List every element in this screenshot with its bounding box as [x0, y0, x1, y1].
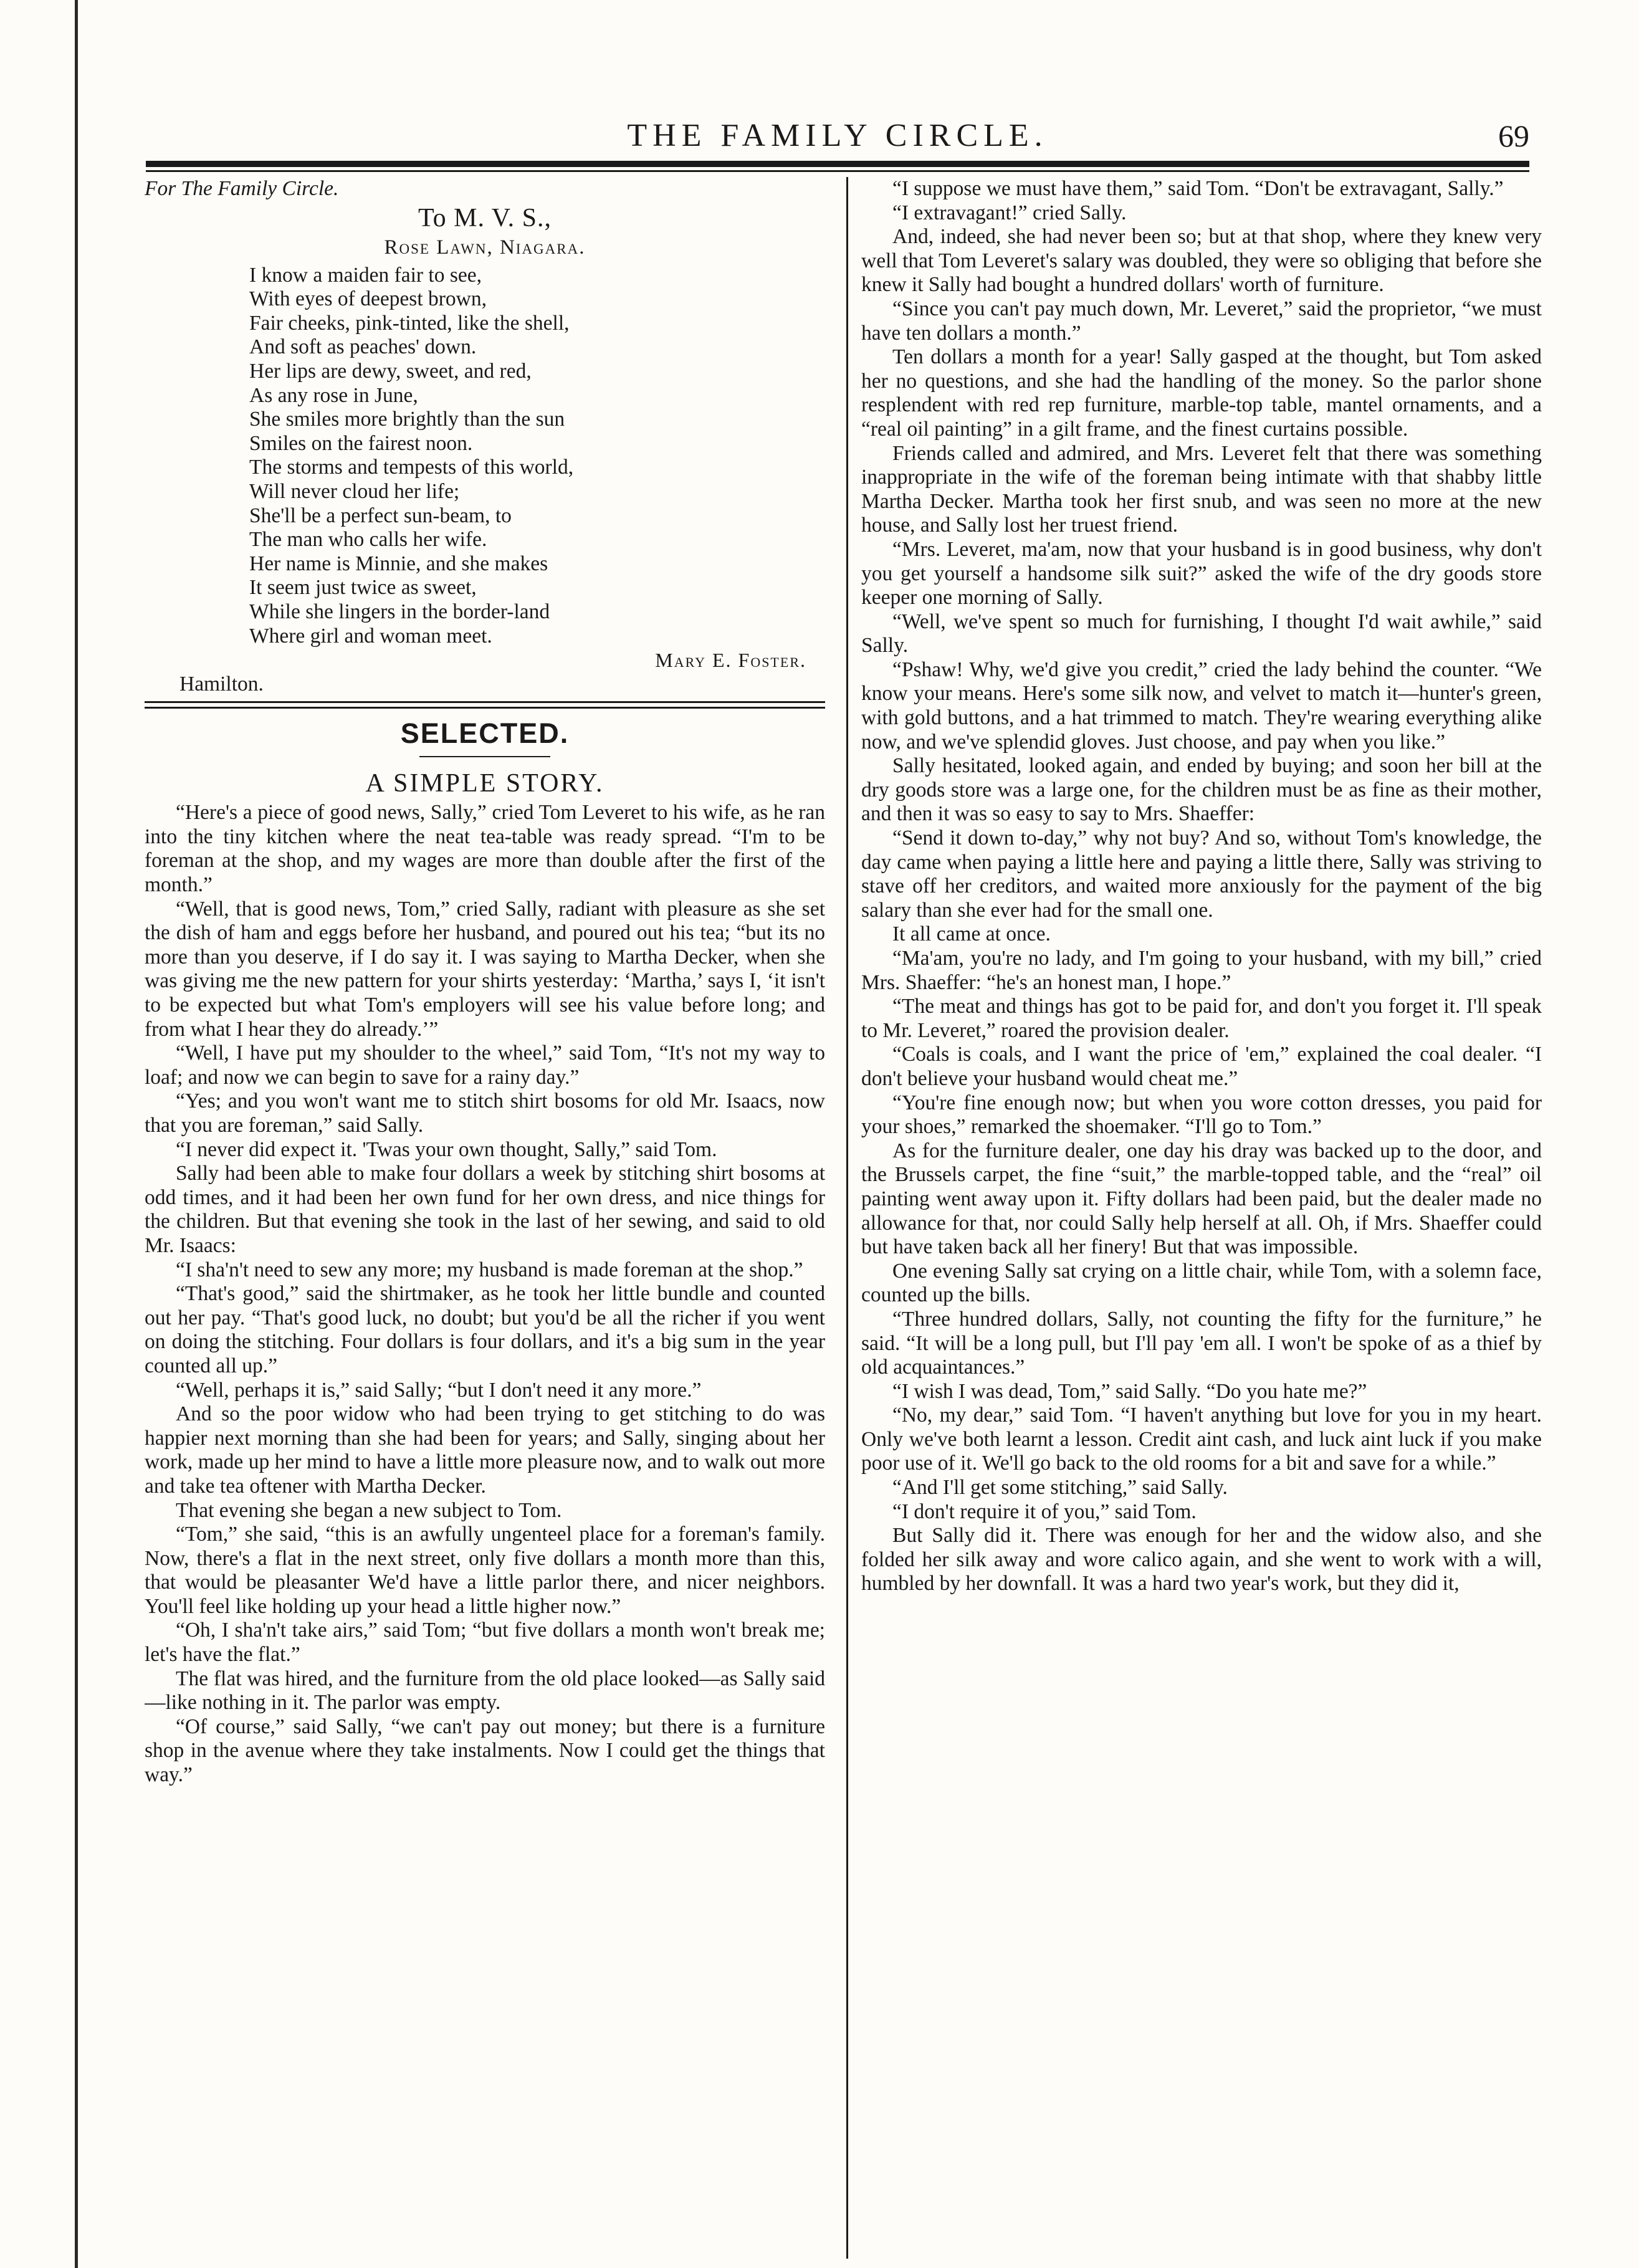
poem-line: She smiles more brightly than the sun	[249, 408, 565, 431]
paragraph: “Well, I have put my shoulder to the wheel,” said Tom, “It's not my way to loaf; and now we can begin to save for a rainy day.”	[145, 1041, 825, 1089]
paragraph: But Sally did it. There was enough for her and the widow also, and she folded her silk away and wore calico again, and she went to work with a will, humbled by her downfall. It was a hard two year's work, but they did it,	[861, 1524, 1542, 1596]
heading-rule	[419, 756, 550, 757]
poem-location: Hamilton.	[179, 672, 264, 696]
poem-line: Her lips are dewy, sweet, and red,	[249, 359, 532, 383]
left-column	[145, 177, 825, 2262]
paragraph: “I sha'n't need to sew any more; my husband is made foreman at the shop.”	[176, 1258, 803, 1281]
poem-body	[249, 264, 825, 649]
right-story-body	[861, 177, 1542, 1596]
poem-line: It seem just twice as sweet,	[249, 576, 477, 600]
poem-line: And soft as peaches' down.	[249, 335, 477, 359]
paragraph: It all came at once.	[892, 922, 1051, 946]
right-column	[861, 177, 1542, 2262]
poem-line: Fair cheeks, pink-tinted, like the shell,	[249, 311, 570, 335]
poem-place: Rose Lawn, Niagara.	[384, 236, 586, 259]
poem-line: Will never cloud her life;	[249, 479, 460, 503]
poem-line: With eyes of deepest brown,	[249, 287, 487, 311]
paragraph: “Well, perhaps it is,” said Sally; “but I don't need it any more.”	[176, 1378, 702, 1402]
paragraph: As for the furniture dealer, one day his dray was backed up to the door, and the Brussels carpet, the fine “suit,” the marble-topped table, and the “real” oil painting went away upon it. Fifty dollars had been paid, but the dealer made no allowance for that, nor could Sally help herself at all. Oh, if Mrs. Shaeffer could but have taken back all her finery! But that was impossible.	[861, 1139, 1542, 1259]
paragraph: “No, my dear,” said Tom. “I haven't anything but love for you in my heart. Only we've both learnt a lesson. Credit aint cash, and luck aint luck if you make poor use of it. We'll go back to the old rooms for a bit and save for a while.”	[861, 1404, 1542, 1475]
paragraph: “Tom,” she said, “this is an awfully ungenteel place for a foreman's family. Now, there's a flat in the next street, only five dollars a month more than this, that would be pleasanter We'd have a little parlor there, and nicer neighbors. You'll feel like holding up your head a little higher now.”	[145, 1523, 825, 1618]
paragraph: Sally hesitated, looked again, and ended by buying; and soon her bill at the dry goods store was a large one, for the children must be as fine as their mother, and then it was so easy to say to Mrs. Shaeffer:	[861, 754, 1542, 826]
paragraph: One evening Sally sat crying on a little chair, while Tom, with a solemn face, counted up the bills.	[861, 1259, 1542, 1307]
poem-line: She'll be a perfect sun-beam, to	[249, 504, 512, 527]
paragraph: “Well, that is good news, Tom,” cried Sally, radiant with pleasure as she set the dish of ham and eggs before her husband, and poured out his tea; “but its no more than you deserve, if I do say it. I was saying to Martha Decker, when she was giving me the new pattern for your shirts yesterday: ‘Martha,’ says I, ‘it isn't to be expected but what Tom's employers will see his value before long; and from what I hear they do already.’”	[145, 897, 825, 1041]
paragraph: Friends called and admired, and Mrs. Leveret felt that there was something inappropriate in the wife of the foreman being intimate with that shabby little Martha Decker. Martha took her first snub, and was seen no more at the new house, and Sally lost her truest friend.	[861, 441, 1542, 537]
poem-line: Smiles on the fairest noon.	[249, 431, 473, 455]
poem-line: I know a maiden fair to see,	[249, 263, 482, 287]
paragraph: “Of course,” said Sally, “we can't pay out money; but there is a furniture shop in the avenue where they take instalments. Now I could get the things that way.”	[145, 1715, 825, 1787]
paragraph: “And I'll get some stitching,” said Sally.	[892, 1476, 1228, 1500]
paragraph: The flat was hired, and the furniture from the old place looked—as Sally said—like nothing in it. The parlor was empty.	[145, 1667, 825, 1715]
page-header	[146, 111, 1529, 161]
paragraph: “Here's a piece of good news, Sally,” cried Tom Leveret to his wife, as he ran into the tiny kitchen where the neat tea-table was ready spread. “I'm to be foreman at the shop, and my wages are more than double after the first of the month.”	[145, 801, 825, 897]
poem-line: While she lingers in the border-land	[249, 600, 550, 623]
paragraph: “Oh, I sha'n't take airs,” said Tom; “but five dollars a month won't break me; let's have the flat.”	[145, 1619, 825, 1667]
poem-author: Mary E. Foster.	[655, 649, 806, 672]
paragraph: “I wish I was dead, Tom,” said Sally. “Do you hate me?”	[892, 1379, 1367, 1403]
paragraph: “Send it down to-day,” why not buy? And so, without Tom's knowledge, the day came when paying a little here and paying a little there, Sally was striving to stave off her creditors, and waited more anxiously for the payment of the big salary than she ever had for the small one.	[861, 826, 1542, 922]
story-title: A SIMPLE STORY.	[365, 769, 604, 798]
paragraph: “Well, we've spent so much for furnishing, I thought I'd wait awhile,” said Sally.	[861, 610, 1542, 658]
section-heading: SELECTED.	[400, 717, 570, 750]
poem-line: The man who calls her wife.	[249, 528, 487, 552]
paragraph: “I never did expect it. 'Twas your own thought, Sally,” said Tom.	[176, 1137, 717, 1161]
paragraph: “Since you can't pay much down, Mr. Leveret,” said the proprietor, “we must have ten dollars a month.”	[861, 297, 1542, 345]
page-number: 69	[1498, 118, 1529, 153]
paragraph: That evening she began a new subject to Tom.	[176, 1498, 562, 1522]
left-story-body	[145, 801, 825, 1787]
poem-credit: For The Family Circle.	[145, 177, 339, 200]
paragraph: “Yes; and you won't want me to stitch shirt bosoms for old Mr. Isaacs, now that you are foreman,” said Sally.	[145, 1089, 825, 1137]
paragraph: “That's good,” said the shirtmaker, as he took her little bundle and counted out her pay. “That's good luck, no doubt; but you'd be all the richer if you went on doing the stitching. Four dollars is four dollars, and it's a big sum in the year counted all up.”	[145, 1282, 825, 1377]
column-divider	[846, 177, 848, 2259]
paragraph: And, indeed, she had never been so; but at that shop, where they knew very well that Tom Leveret's salary was doubled, they were so obliging that before she knew it Sally had bought a hundred dollars' worth of furniture.	[861, 225, 1542, 297]
header-rule	[146, 161, 1529, 172]
paragraph: “Ma'am, you're no lady, and I'm going to your husband, with my bill,” cried Mrs. Shaeffer: “he's an honest man, I hope.”	[861, 947, 1542, 994]
poem-line: As any rose in June,	[249, 383, 418, 407]
paragraph: “I don't require it of you,” said Tom.	[892, 1500, 1197, 1523]
paragraph: “The meat and things has got to be paid for, and don't you forget it. I'll speak to Mr. Leveret,” roared the provision dealer.	[861, 995, 1542, 1042]
section-rule	[145, 701, 825, 709]
poem-line: The storms and tempests of this world,	[249, 456, 574, 479]
paragraph: Ten dollars a month for a year! Sally gasped at the thought, but Tom asked her no questions, and she had the handling of the money. So the parlor shone resplendent with red rep furniture, marble-top table, mantel ornaments, and a “real oil painting” in a gilt frame, and the finest curtains possible.	[861, 345, 1542, 441]
running-title: THE FAMILY CIRCLE.	[627, 118, 1048, 153]
paragraph: “Three hundred dollars, Sally, not counting the fifty for the furniture,” he said. “It will be a long pull, but I'll pay 'em all. I won't be spoke of as a thief by old acquaintances.”	[861, 1307, 1542, 1379]
paragraph: “Pshaw! Why, we'd give you credit,” cried the lady behind the counter. “We know your means. Here's some silk now, and velvet to match it—hunter's green, with gold buttons, and a hat trimmed to match. They're wearing everything alike now, and we've splendid gloves. Just choose, and pay when you like.”	[861, 658, 1542, 754]
paragraph: “You're fine enough now; but when you wore cotton dresses, you paid for your shoes,” remarked the shoemaker. “I'll go to Tom.”	[861, 1091, 1542, 1139]
paragraph: “I extravagant!” cried Sally.	[892, 201, 1127, 224]
paragraph: And so the poor widow who had been trying to get stitching to do was happier next morning than she had been for years; and Sally, singing about her work, made up her mind to have a little more pleasure now, and to walk out more and take tea oftener with Martha Decker.	[145, 1402, 825, 1498]
poem-line: Where girl and woman meet.	[249, 624, 492, 648]
paragraph: Sally had been able to make four dollars a week by stitching shirt bosoms at odd times, and it had been her own fund for her own dress, and nice things for the children. But that evening she took in the last of her sewing, and said to old Mr. Isaacs:	[145, 1162, 825, 1257]
paragraph: “Mrs. Leveret, ma'am, now that your husband is in good business, why don't you get yourself a handsome silk suit?” asked the wife of the dry goods store keeper one morning of Sally.	[861, 537, 1542, 610]
page-edge	[75, 0, 78, 2268]
paragraph: “Coals is coals, and I want the price of 'em,” explained the coal dealer. “I don't believe your husband would cheat me.”	[861, 1043, 1542, 1090]
paragraph: “I suppose we must have them,” said Tom. “Don't be extravagant, Sally.”	[892, 177, 1504, 200]
poem-title: To M. V. S.,	[418, 203, 552, 232]
poem-line: Her name is Minnie, and she makes	[249, 552, 548, 575]
